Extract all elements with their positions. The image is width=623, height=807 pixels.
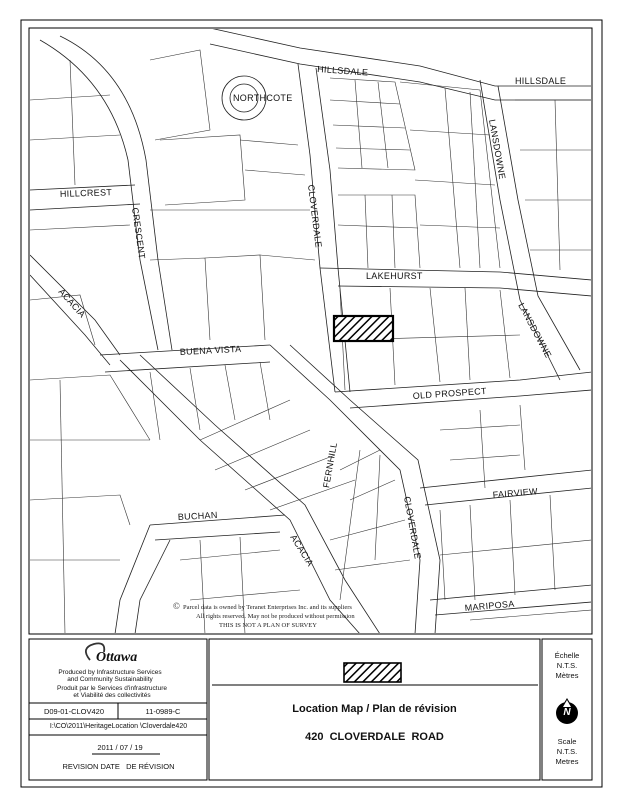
street-label-cloverdale: CLOVERDALE (402, 495, 423, 560)
street-label-northcote: NORTHCOTE (233, 93, 293, 103)
street-label-crescent: CRESCENT (130, 206, 148, 260)
produced-by-fr-1: Produit par le Services d'infrastructure (57, 685, 167, 692)
scale-units: Metres (555, 757, 579, 766)
copyright-line-2: All rights reserved. May not be produced without permission (196, 613, 355, 620)
street-label-acacia: ACACIA (56, 286, 88, 320)
street-label-hillcrest: HILLCREST (59, 187, 113, 199)
map-address: 420 CLOVERDALE ROAD (305, 731, 444, 743)
street-label-fernhill: FERNHILL (321, 441, 339, 489)
street-label-lakehurst: LAKEHURST (366, 271, 423, 281)
reference-number: 11-0989-C (145, 707, 181, 716)
street-label-buena-vista: BUENA VISTA (179, 343, 242, 357)
produced-by-en-1: Produced by Infrastructure Services (58, 669, 162, 676)
parcel-lines (30, 50, 592, 634)
scale-nts: N.T.S. (556, 747, 578, 756)
street-label-lansdowne: LANSDOWNE (487, 118, 508, 181)
echelle-label: Échelle (554, 651, 580, 660)
echelle-units: Mètres (555, 671, 579, 680)
revision-date: 2011 / 07 / 19 (97, 743, 143, 752)
street-label-acacia: ACACIA (288, 532, 316, 569)
street-labels (57, 64, 567, 613)
street-label-lansdowne: LANSDOWNE (516, 301, 554, 360)
roads (30, 28, 592, 634)
copyright-line-3: THIS IS NOT A PLAN OF SURVEY (219, 622, 317, 629)
file-path: I:\CO\2011\HeritageLocation \Cloverdale420 (49, 723, 188, 730)
copyright-line-1: Parcel data is owned by Teranet Enterprises Inc. and its suppliers (183, 604, 352, 611)
map-title: Location Map / Plan de révision (292, 703, 457, 715)
copyright-notice (173, 601, 355, 629)
revision-date-label: REVISION DATE DE RÉVISION (62, 762, 175, 771)
ottawa-logo-text: Ottawa (96, 650, 138, 665)
copyright-symbol: © (173, 601, 180, 611)
scale-label: Scale (557, 737, 577, 746)
produced-by-fr-2: et Viabilité des collectivités (73, 692, 151, 699)
street-label-mariposa: MARIPOSA (464, 598, 515, 613)
street-label-fairview: FAIRVIEW (492, 486, 539, 500)
street-label-buchan: BUCHAN (177, 509, 218, 522)
legend-hatch-swatch (344, 663, 401, 682)
map-frame (29, 28, 592, 634)
echelle-nts: N.T.S. (556, 661, 578, 670)
map-area (30, 28, 592, 634)
street-label-cloverdale: CLOVERDALE (306, 184, 324, 249)
produced-by-en-2: and Community Sustainability (67, 676, 153, 683)
file-number: D09-01-CLOV420 (43, 707, 105, 716)
subject-parcel (334, 316, 393, 341)
street-label-hillsdale: HILLSDALE (316, 64, 369, 78)
north-letter: N (563, 707, 571, 718)
street-label-hillsdale: HILLSDALE (515, 76, 567, 86)
street-label-old-prospect: OLD PROSPECT (412, 385, 488, 401)
